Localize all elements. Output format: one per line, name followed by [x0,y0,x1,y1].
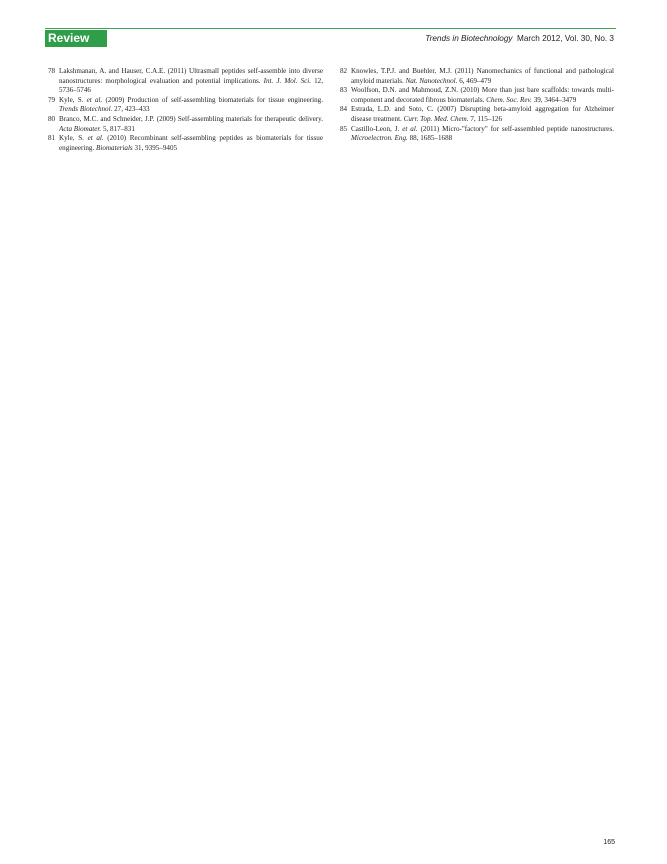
reference-item [340,67,614,86]
reference-item [48,67,323,96]
reference-authors: Branco, M.C. and Schneider, J.P. (2009) Self-assembling materials for therapeutic delivery. [59,114,323,123]
reference-et-al: et al. [86,95,103,104]
references-column-left [48,67,323,153]
reference-details: 5, 817–831 [102,124,135,133]
reference-authors: (2011) Micro-"factory" for self-assembled peptide nanostructures. [420,124,614,133]
reference-first-author: Castillo-Leon, J. [351,124,400,133]
reference-details: 6, 469–479 [459,76,492,85]
references-column-right [340,67,614,144]
reference-number: 84 [340,105,348,114]
reference-number: 80 [48,114,56,123]
reference-authors: (2010) Recombinant self-assembling peptides as biomaterials for tissue engineering. [59,134,323,152]
page-header [45,28,616,47]
reference-authors: Woolfson, D.N. and Mahmoud, Z.N. (2010) More than just bare scaffolds: towards multi-component and decorated fibrous biomaterials. [351,86,614,104]
reference-journal: Nat. Nanotechnol. [405,76,458,85]
reference-journal: Int. J. Mol. Sci. [263,76,312,85]
reference-authors: (2009) Production of self-assembling biomaterials for tissue engineering. [105,95,323,104]
reference-details: 12, 5736–5746 [59,76,323,95]
reference-item [48,96,323,115]
reference-item [340,86,614,105]
reference-details: 88, 1685–1688 [409,134,453,143]
journal-info [425,33,614,44]
reference-number: 81 [48,134,56,143]
reference-first-author: Kyle, S. [59,134,84,143]
reference-journal: Acta Biomater. [59,124,102,133]
reference-number: 82 [340,67,348,75]
reference-journal: Microelectron. Eng. [351,134,408,143]
page-number: 165 [603,839,615,846]
reference-number: 83 [340,86,348,95]
reference-et-al: et al. [87,134,104,143]
reference-journal: Trends Biotechnol. [59,105,113,114]
section-badge: Review [45,30,107,47]
reference-details: 31, 9395–9405 [134,143,178,152]
journal-name: Trends in Biotechnology [425,34,513,43]
reference-et-al: et al. [402,124,418,133]
reference-details: 39, 3464–3479 [533,95,577,104]
reference-item [48,115,323,134]
reference-item [340,125,614,144]
reference-item [48,134,323,153]
reference-journal: Biomaterials [96,143,133,152]
reference-authors: Estrada, L.D. and Soto, C. (2007) Disrupting beta-amyloid aggregation for Alzheimer disease treatment. [351,105,614,123]
reference-first-author: Kyle, S. [59,95,84,104]
reference-journal: Chem. Soc. Rev. [486,95,532,104]
reference-number: 85 [340,124,348,133]
reference-details: 27, 423–433 [114,105,150,114]
reference-number: 78 [48,67,56,75]
reference-journal: Curr. Top. Med. Chem. [403,114,469,123]
reference-number: 79 [48,95,56,104]
reference-details: 7, 115–126 [470,114,503,123]
reference-authors: Knowles, T.P.J. and Buehler, M.J. (2011) Nanomechanics of functional and pathological amyloid materials. [351,67,614,85]
reference-authors: Lakshmanan, A. and Hauser, C.A.E. (2011) Ultrasmall peptides self-assemble into diverse nanostructures: morphological evaluation and potential implications. [59,67,323,85]
journal-issue: March 2012, Vol. 30, No. 3 [517,34,614,43]
reference-item [340,105,614,124]
